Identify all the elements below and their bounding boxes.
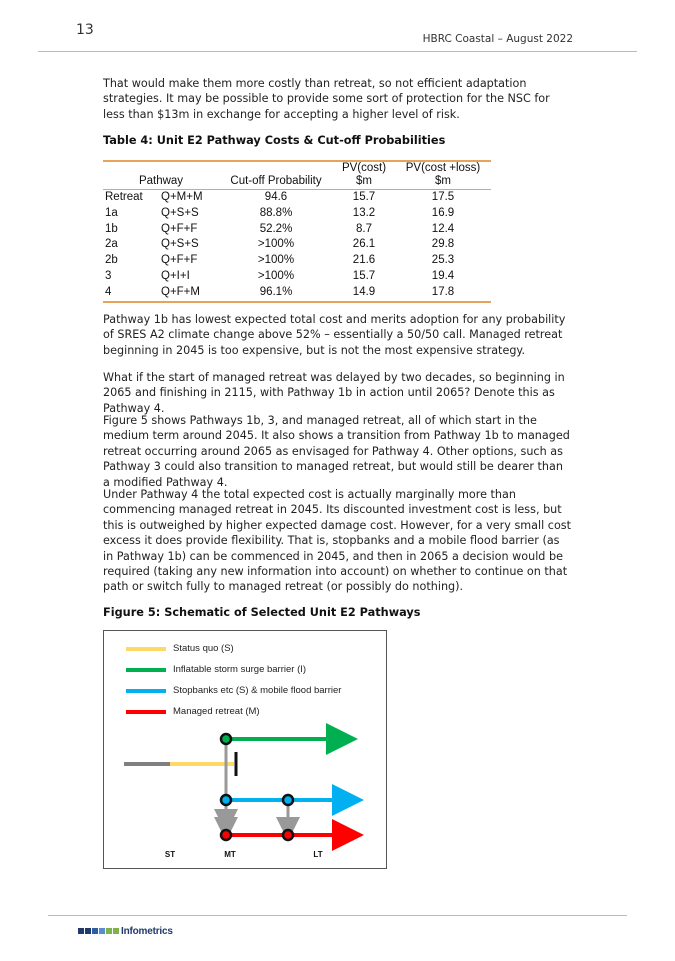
table-title: Table 4: Unit E2 Pathway Costs & Cut-off Probabilities xyxy=(103,134,446,147)
cell-pathway: 2b xyxy=(105,254,118,267)
pathway-diagram xyxy=(104,631,386,868)
paragraph-text: Figure 5 shows Pathways 1b, 3, and managed retreat, all of which start in the medium term around 2045. It also shows a transition from Pathway 1b to managed retreat occurring around 2065 as envisaged for Pathway 4. Other options, such as Pathway 3 could also transition to managed retreat, but would still be dearer than a modified Pathway 4. xyxy=(103,414,570,489)
footer-divider xyxy=(48,915,627,916)
logo-square xyxy=(92,928,98,934)
cell-pv-cost-loss: 16.9 xyxy=(431,206,455,219)
legend-label: Stopbanks etc (S) & mobile flood barrier xyxy=(173,685,342,696)
cell-pv-cost-loss: 12.4 xyxy=(431,222,455,235)
cell-pv-cost: 13.2 xyxy=(352,206,376,219)
cell-pv-cost: 15.7 xyxy=(352,269,376,282)
header-pv-cost: PV(cost) $m xyxy=(341,162,387,187)
cell-cutoff: >100% xyxy=(257,254,295,267)
cell-combination: Q+M+M xyxy=(161,191,203,203)
legend-label: Managed retreat (M) xyxy=(173,706,260,717)
header-cutoff: Cut-off Probability xyxy=(230,175,322,187)
table-row xyxy=(103,237,491,253)
cell-pv-cost: 15.7 xyxy=(352,191,376,203)
logo-square xyxy=(113,928,119,934)
paragraph-text: Pathway 1b has lowest expected total cost and merits adoption for any probability of SRES A2 climate change above 52% – essentially a 50/50 call. Managed retreat beginning in 2045 is too expensive, but is not the most expensive strategy. xyxy=(103,313,566,357)
paragraph-text: What if the start of managed retreat was delayed by two decades, so beginning in 2065 and finishing in 2115, with Pathway 1b in action until 2065? Denote this as Pathway 4. xyxy=(103,371,565,415)
decision-node-lt-mid xyxy=(283,795,293,805)
cell-cutoff: >100% xyxy=(257,238,295,251)
paragraph-figure-description xyxy=(103,413,573,490)
decision-node-mt-bottom xyxy=(221,830,231,840)
axis-label-lt: LT xyxy=(313,850,323,859)
paragraph-pathway-1b xyxy=(103,312,573,358)
cell-cutoff: 94.6 xyxy=(264,191,288,203)
running-header: HBRC Coastal – August 2022 xyxy=(422,33,573,45)
table-header-row xyxy=(103,161,491,190)
paragraph-text: That would make them more costly than retreat, so not efficient adaptation strategies. It may be possible to provide some sort of protection for the NSC for less than $13m in exchange for accepting a higher level of risk. xyxy=(103,77,550,121)
cell-pathway: 3 xyxy=(105,269,112,282)
cell-pathway: 2a xyxy=(105,238,118,251)
cell-pv-cost: 26.1 xyxy=(352,238,376,251)
cell-pv-cost-loss: 25.3 xyxy=(431,254,455,267)
logo-text: Infometrics xyxy=(121,925,173,937)
page-number: 13 xyxy=(76,22,94,38)
table-row xyxy=(103,190,491,206)
cell-cutoff: 96.1% xyxy=(259,285,293,298)
logo-square xyxy=(99,928,105,934)
cell-combination: Q+F+F xyxy=(161,254,198,267)
header-divider xyxy=(38,51,637,52)
cell-combination: Q+S+S xyxy=(161,206,199,219)
paragraph-pathway-4 xyxy=(103,370,573,416)
cell-cutoff: 88.8% xyxy=(259,206,293,219)
cell-pv-cost-loss: 19.4 xyxy=(431,269,455,282)
table-row xyxy=(103,253,491,269)
decision-node-lt-bottom xyxy=(283,830,293,840)
table-row xyxy=(103,222,491,238)
cell-pv-cost: 8.7 xyxy=(356,222,372,235)
axis-label-st: ST xyxy=(164,850,176,859)
table-row xyxy=(103,206,491,222)
cell-combination: Q+F+F xyxy=(161,222,198,235)
cell-pathway: 1a xyxy=(105,206,118,219)
pathways-figure xyxy=(103,630,387,869)
paragraph-text: Under Pathway 4 the total expected cost is actually marginally more than commencing managed retreat in 2045. Its discounted investment cost is less, but this is outweighed by higher expected damage cost. However, for a very small cost excess it does provide flexibility. That is, stopbanks and a mobile flood barrier (as in Pathway 1b) can be commenced in 2045, and then in 2065 a decision would be required (taking any new information into account) on whether to continue on that path or switch fully to managed retreat (or possibly do nothing). xyxy=(103,488,572,594)
logo-square xyxy=(78,928,84,934)
decision-node-mt-top xyxy=(221,734,231,744)
cell-pv-cost-loss: 29.8 xyxy=(431,238,455,251)
header-pv-cost-loss: PV(cost +loss) $m xyxy=(405,162,481,187)
paragraph-intro xyxy=(103,76,573,122)
cell-cutoff: >100% xyxy=(257,269,295,282)
cell-combination: Q+I+I xyxy=(161,269,190,282)
cell-pv-cost-loss: 17.5 xyxy=(431,191,455,203)
table-row xyxy=(103,285,491,302)
cell-pathway: Retreat xyxy=(105,191,143,203)
cell-combination: Q+F+M xyxy=(161,285,200,298)
cell-pathway: 1b xyxy=(105,222,118,235)
table-row xyxy=(103,269,491,285)
logo-square xyxy=(106,928,112,934)
paragraph-pathway-4-cost xyxy=(103,487,573,595)
legend-label: Status quo (S) xyxy=(173,643,234,654)
logo-mark xyxy=(78,928,119,934)
cell-pv-cost: 14.9 xyxy=(352,285,376,298)
axis-label-mt: MT xyxy=(224,850,236,859)
header-pathway: Pathway xyxy=(138,175,184,187)
legend-label: Inflatable storm surge barrier (I) xyxy=(173,664,307,675)
cell-pathway: 4 xyxy=(105,285,112,298)
cell-cutoff: 52.2% xyxy=(259,222,293,235)
infometrics-logo xyxy=(78,925,173,937)
cell-pv-cost-loss: 17.8 xyxy=(431,285,455,298)
figure-title: Figure 5: Schematic of Selected Unit E2 Pathways xyxy=(103,606,421,619)
decision-node-mt-mid xyxy=(221,795,231,805)
cell-pv-cost: 21.6 xyxy=(352,254,376,267)
logo-square xyxy=(85,928,91,934)
pathway-costs-table xyxy=(103,160,491,303)
cell-combination: Q+S+S xyxy=(161,238,199,251)
